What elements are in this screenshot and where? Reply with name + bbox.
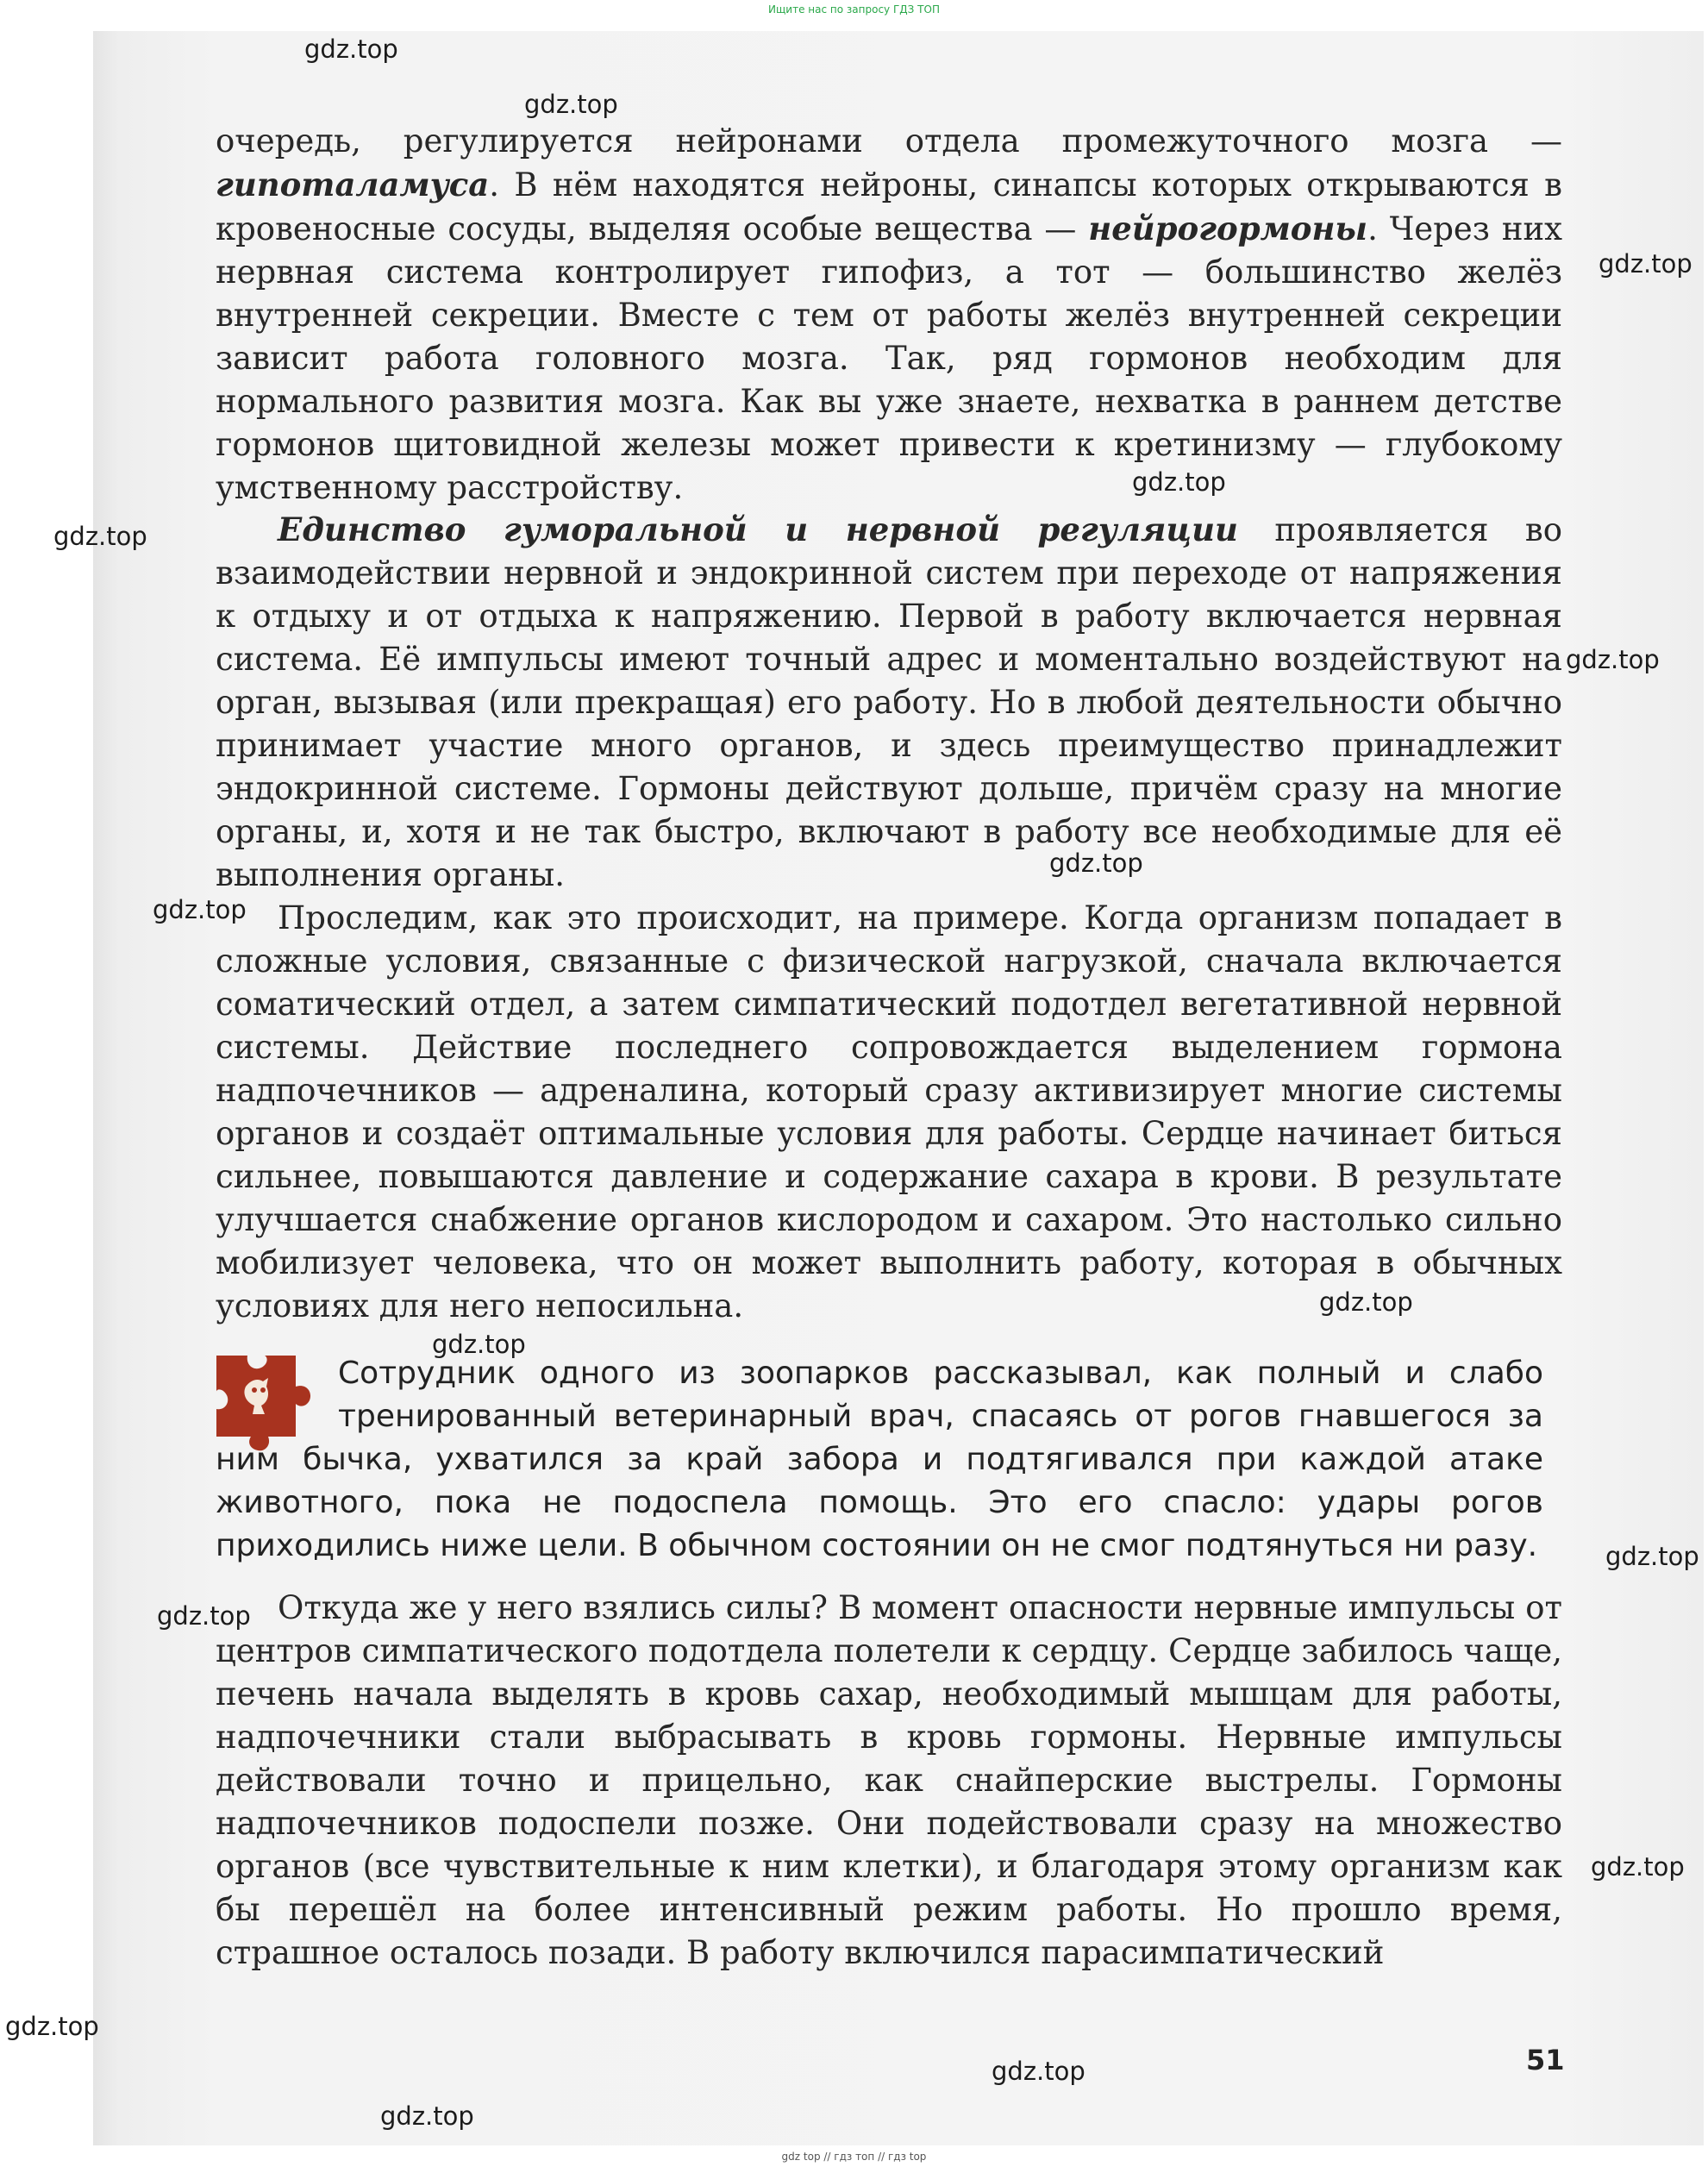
paragraph-1-text-b: . В нём находятся нейроны, синапсы которых открываются в кровеносные сосуды, выделяя особые вещества — <box>216 166 1562 247</box>
example-box-text <box>216 1352 1543 1568</box>
watermark: gdz.top <box>1132 467 1226 497</box>
top-banner: Ищите нас по запросу ГДЗ ТОП <box>768 3 940 16</box>
watermark: gdz.top <box>153 895 247 924</box>
paragraph-3: Проследим, как это происходит, на примере. Когда организм попадает в сложные условия, связанные с физической нагрузкой, сначала включается соматический отдел, а затем симпатический подотдел вегетативной нервной системы. Действие последнего сопровождается выделением гормона надпочечников — адреналина, который сразу активизирует многие системы органов и создаёт оптимальные условия для работы. Сердце начинает биться сильнее, повышаются давление и содержание сахара в крови. В результате улучшается снабжение органов кислородом и сахаром. Это настолько сильно мобилизует человека, что он может выполнить работу, которая в обычных условиях для него непосильна. <box>216 899 1562 1324</box>
watermark: gdz.top <box>157 1601 251 1631</box>
example-box-content: Сотрудник одного из зоопарков рассказывал, как полный и слабо тренированный ветеринарный врач, спасаясь от рогов гнавшегося за ним бычка, ухватился за край забора и подтягивался при каждой атаке животного, пока не подоспела помощь. Это его спасло: удары рогов приходились ниже цели. В обычном состоянии он не смог подтянуться ни разу. <box>216 1356 1543 1563</box>
watermark: gdz.top <box>524 90 618 119</box>
paragraph-2-text: проявляется во взаимодействии нервной и эндокринной систем при переходе от напряжения к отдыху и от отдыха к напряжению. Первой в работу включается нервная система. Её импульсы имеют точный адрес и моментально воздействуют на орган, вызывая (или прекращая) его работу. Но в любой деятельности обычно принимает участие много органов, и здесь преимущество принадлежит эндокринной системе. Гормоны действуют дольше, причём сразу на многие органы, и, хотя и не так быстро, включают в работу все необходимые для её выполнения органы. <box>216 511 1562 893</box>
paragraph-1-text-c: . Через них нервная система контролирует гипофиз, а тот — большинство желёз внутренней секреции. Вместе с тем от работы желёз внутренней секреции зависит работа головного мозга. Так, ряд гормонов необходим для нормального развития мозга. Как вы уже знаете, нехватка в раннем детстве гормонов щитовидной железы может привести к кретинизму — глубокому умственному расстройству. <box>216 210 1563 506</box>
watermark: gdz.top <box>1566 645 1660 674</box>
watermark: gdz.top <box>380 2101 474 2131</box>
watermark: gdz.top <box>304 34 398 64</box>
watermark: gdz.top <box>1599 249 1692 279</box>
watermark: gdz.top <box>1319 1287 1413 1317</box>
term-unity-regulation: Единство гуморальной и нервной регуляции <box>278 510 1238 548</box>
watermark: gdz.top <box>432 1330 526 1359</box>
watermark: gdz.top <box>1591 1852 1685 1882</box>
term-hypothalamus: гипоталамуса <box>216 166 490 204</box>
paragraph-1-text-a: очередь, регулируется нейронами отдела промежуточного мозга — <box>216 122 1562 160</box>
bottom-banner: gdz top // гдз топ // гдз top <box>781 2151 927 2163</box>
page-number: 51 <box>1526 2044 1565 2076</box>
watermark: gdz.top <box>5 2012 99 2041</box>
paragraph-2 <box>216 508 1562 897</box>
paragraph-5: Откуда же у него взялись силы? В момент опасности нервные импульсы от центров симпатического подотдела полетели к сердцу. Сердце забилось чаще, печень начала выделять в кровь сахар, необходимый мышцам для работы, надпочечники стали выбрасывать в кровь гормоны. Нервные импульсы действовали точно и прицельно, как снайперские выстрелы. Гормоны надпочечников подоспели позже. Они подействовали сразу на множество органов (все чувствительные к ним клетки), и благодаря этому организм как бы перешёл на более интенсивный режим работы. Но прошло время, страшное осталось позади. В работу включился парасимпатический <box>216 1589 1562 1971</box>
watermark: gdz.top <box>53 522 147 551</box>
paragraph-1 <box>216 120 1562 510</box>
icon-space <box>216 1352 338 1437</box>
term-neurohormones: нейрогормоны <box>1088 210 1368 247</box>
watermark: gdz.top <box>1049 849 1143 878</box>
watermark: gdz.top <box>992 2057 1085 2086</box>
watermark: gdz.top <box>1605 1542 1699 1571</box>
